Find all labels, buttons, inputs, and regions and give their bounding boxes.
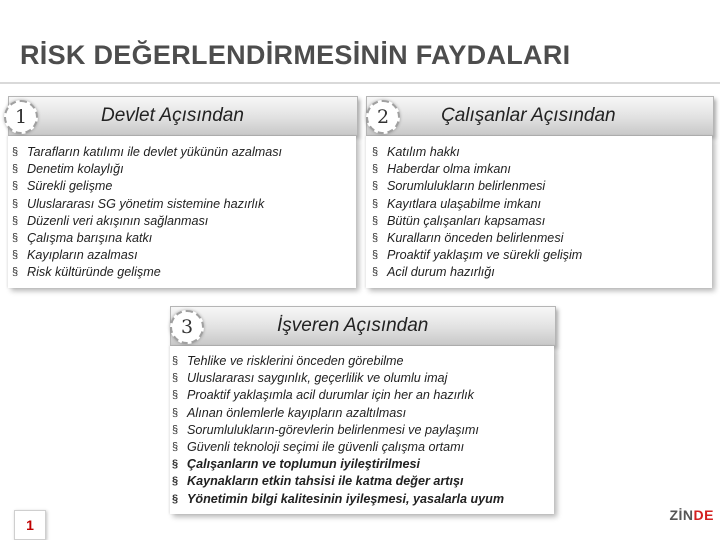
list-item-text: Tehlike ve risklerini önceden görebilme bbox=[187, 354, 404, 368]
bullet-icon: § bbox=[12, 180, 19, 193]
list-item bbox=[12, 247, 282, 264]
bullet-icon: § bbox=[172, 406, 179, 419]
list-item-text: Uluslararası SG yönetim sistemine hazırlık bbox=[27, 196, 265, 211]
list-item-text: Denetim kolaylığı bbox=[27, 162, 124, 177]
bullet-icon: § bbox=[12, 214, 19, 227]
list-item bbox=[172, 456, 504, 473]
bullet-icon: § bbox=[372, 214, 379, 227]
section-body-isveren bbox=[170, 346, 554, 514]
list-item-text: Proaktif yaklaşım ve sürekli gelişim bbox=[387, 248, 583, 263]
section-number-badge-1: 1 bbox=[4, 100, 38, 134]
brand-text-part2: DE bbox=[693, 507, 714, 523]
section-number-badge-2: 2 bbox=[366, 100, 400, 134]
list-item-text: Bütün çalışanları kapsaması bbox=[387, 213, 546, 228]
list-item bbox=[12, 178, 282, 195]
list-item-text: Güvenli teknoloji seçimi ile güvenli çalışma ortamı bbox=[187, 440, 465, 455]
section-title-isveren: İşveren Açısından bbox=[277, 315, 429, 336]
list-item-text: Kayıtlara ulaşabilme imkanı bbox=[387, 196, 541, 211]
section-header-isveren bbox=[170, 306, 556, 346]
list-item-text: Kayıpların azalması bbox=[27, 248, 138, 263]
list-item bbox=[372, 196, 582, 213]
list-item bbox=[12, 230, 282, 247]
section-header-calisanlar bbox=[366, 96, 714, 136]
brand-text-part1: ZİN bbox=[669, 507, 694, 523]
list-item bbox=[172, 439, 504, 456]
list-item bbox=[172, 387, 504, 404]
list-item bbox=[372, 178, 582, 195]
bullet-icon: § bbox=[172, 441, 179, 454]
list-item bbox=[372, 247, 582, 264]
section-title-devlet: Devlet Açısından bbox=[101, 105, 244, 126]
list-item bbox=[172, 422, 504, 439]
list-item-text: Tarafların katılımı ile devlet yükünün azalması bbox=[27, 145, 283, 159]
bullet-icon: § bbox=[372, 197, 379, 210]
bullet-icon: § bbox=[172, 372, 179, 385]
list-item bbox=[172, 405, 504, 422]
list-item bbox=[12, 196, 282, 213]
list-item bbox=[12, 264, 282, 281]
list-item-text: Proaktif yaklaşımla acil durumlar için her an hazırlık bbox=[187, 388, 474, 403]
bullet-icon: § bbox=[12, 266, 19, 279]
brand-logo bbox=[669, 507, 714, 523]
section-number-badge-3: 3 bbox=[170, 310, 204, 344]
list-item-text: Alınan önlemlerle kayıpların azaltılması bbox=[187, 405, 407, 420]
list-item-text: Sürekli gelişme bbox=[27, 179, 113, 194]
list-item-text: Yönetimin bilgi kalitesinin iyileşmesi, yasalarla uyum bbox=[187, 491, 505, 506]
bullet-icon: § bbox=[372, 266, 379, 279]
page-number: 1 bbox=[14, 510, 46, 540]
list-item bbox=[372, 230, 582, 247]
list-item bbox=[172, 353, 504, 370]
list-item-text: Acil durum hazırlığı bbox=[387, 265, 495, 280]
list-item bbox=[12, 213, 282, 230]
bullet-list-devlet bbox=[12, 144, 282, 282]
list-item-text: Uluslararası saygınlık, geçerlilik ve olumlu imaj bbox=[187, 371, 448, 386]
list-item-text: Risk kültüründe gelişme bbox=[27, 265, 161, 280]
bullet-icon: § bbox=[372, 249, 379, 262]
bullet-icon: § bbox=[12, 197, 19, 210]
bullet-icon: § bbox=[172, 389, 179, 402]
bullet-list-calisanlar bbox=[372, 144, 582, 282]
list-item bbox=[372, 264, 582, 281]
title-divider bbox=[0, 82, 720, 84]
list-item bbox=[172, 491, 504, 508]
list-item bbox=[372, 213, 582, 230]
list-item-text: Kaynakların etkin tahsisi ile katma değer artışı bbox=[187, 474, 464, 489]
section-header-devlet bbox=[8, 96, 358, 136]
section-body-calisanlar bbox=[366, 136, 712, 288]
list-item bbox=[372, 161, 582, 178]
list-item-text: Çalışanların ve toplumun iyileştirilmesi bbox=[187, 457, 421, 472]
list-item-text: Çalışma barışına katkı bbox=[27, 231, 153, 246]
list-item bbox=[172, 473, 504, 490]
list-item-text: Düzenli veri akışının sağlanması bbox=[27, 213, 209, 228]
list-item-text: Katılım hakkı bbox=[387, 145, 460, 159]
list-item-text: Haberdar olma imkanı bbox=[387, 162, 511, 177]
bullet-icon: § bbox=[372, 146, 379, 158]
list-item-text: Kuralların önceden belirlenmesi bbox=[387, 231, 564, 246]
list-item bbox=[172, 370, 504, 387]
bullet-icon: § bbox=[12, 146, 19, 158]
page-title: RİSK DEĞERLENDİRMESİNİN FAYDALARI bbox=[20, 40, 571, 70]
bullet-icon: § bbox=[172, 458, 179, 471]
bullet-icon: § bbox=[12, 249, 19, 262]
list-item-text: Sorumlulukların-görevlerin belirlenmesi ve paylaşımı bbox=[187, 422, 479, 437]
bullet-icon: § bbox=[172, 492, 179, 505]
list-item-text: Sorumlulukların belirlenmesi bbox=[387, 179, 546, 194]
bullet-icon: § bbox=[12, 232, 19, 245]
bullet-list-isveren bbox=[172, 353, 504, 508]
list-item bbox=[12, 161, 282, 178]
bullet-icon: § bbox=[12, 163, 19, 176]
bullet-icon: § bbox=[172, 355, 179, 367]
list-item bbox=[12, 144, 282, 161]
bullet-icon: § bbox=[172, 475, 179, 488]
section-body-devlet bbox=[8, 136, 356, 288]
bullet-icon: § bbox=[372, 163, 379, 176]
section-title-calisanlar: Çalışanlar Açısından bbox=[441, 105, 616, 126]
bullet-icon: § bbox=[372, 180, 379, 193]
list-item bbox=[372, 144, 582, 161]
bullet-icon: § bbox=[172, 423, 179, 436]
bullet-icon: § bbox=[372, 232, 379, 245]
